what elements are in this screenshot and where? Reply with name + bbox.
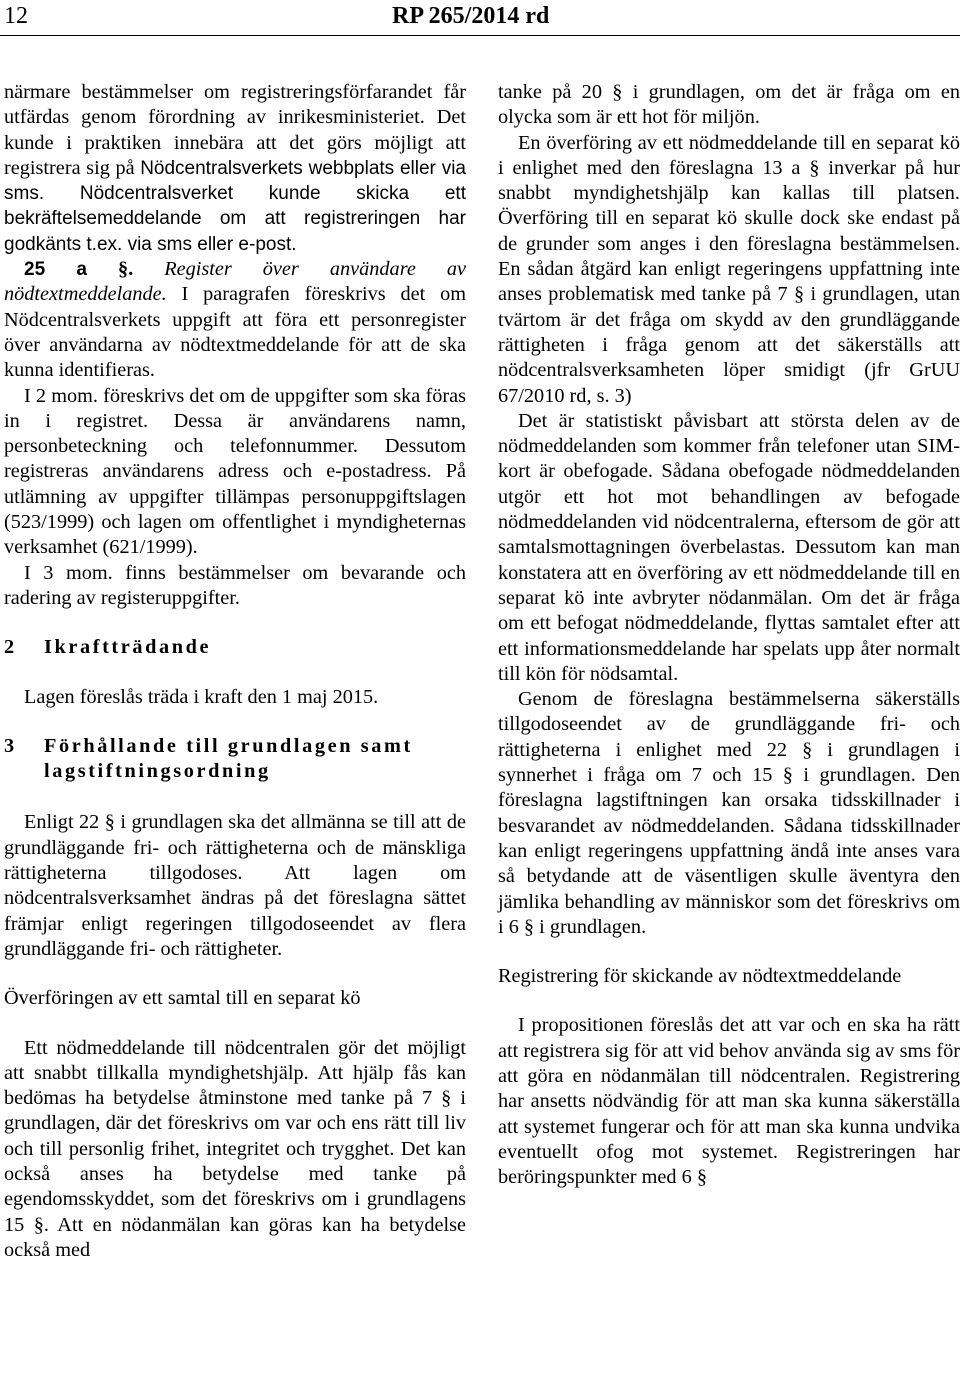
header-rule: [0, 35, 960, 36]
paragraph-text: närmare bestämmelser om registreringsförfarandet får utfärdas genom förordning av inrikesministeriet. Det kunde i praktiken innebära att det görs möjligt att registrera sig på: [4, 81, 466, 179]
paragraph-section-25a: [4, 257, 466, 383]
subheading-separate-queue: Överföringen av ett samtal till en separat kö: [4, 987, 361, 1010]
paragraph-statistics: Det är statistiskt påvisbart att största delen av de nödmeddelanden som kommer från telefoner utan SIM-kort är obefogade. Sådana obefogade nödmeddelanden utgör ett hot mot behandlingen av befogade nödmeddelanden vid nödcentralerna, eftersom de gör att samtalsmottagningen överbelastas. Dessutom kan man konstatera att en överföring av ett nödmeddelande till en separat kö inte avbryter nödanmälan. Om det är fråga om ett befogat nödmeddelande, flyttas samtalet efter att ett informationsmeddelande har spelats upp åter normalt till kön för nödsamtal.: [498, 409, 960, 685]
heading-ikrafttradande: [4, 635, 466, 660]
paragraph-provisions: Genom de föreslagna bestämmelserna säkerställs tillgodoseendet av de grundläggande fri- och rättigheterna i enlighet med 22 § i grundlagen i synnerhet i fråga om 7 och 15 § i grundlagen. Den föreslagna lagstiftningen kan orsaka tidsskillnader i besvarandet av nödmeddelanden. Sådana tidsskillnader kan enligt regeringens uppfattning ändå inte anses vara så betydande att de väsentligen skulle äventyra den jämlika behandling av människor som det föreskrivs om i 6 § i grundlagen.: [498, 688, 960, 938]
paragraph-proposition: I propositionen föreslås det att var och en ska ha rätt att registrera sig för att vid behov använda sig av sms för att göra en nödanmälan till nödcentralen. Registrering har ansetts nödvändig för att man ska kunna säkerställa att systemet fungerar och för att man ska kunna undvika eventuellt ofog mot systemet. Registreringen har beröringspunkter med 6 §: [498, 1014, 960, 1189]
paragraph-mom-3: I 3 mom. finns bestämmelser om bevarande och radering av registeruppgifter.: [4, 561, 466, 609]
heading-number: 2: [4, 636, 15, 659]
page-header: [0, 0, 960, 36]
section-symbol: §.: [117, 258, 134, 281]
paragraph-22-section: Enligt 22 § i grundlagen ska det allmänna se till att de grundläggande fri- och rättigheterna och de mänskliga rättigheterna tillgodoses. Att lagen om nödcentralsverksamhet ändras på det föreslagna sättet främjar enligt regeringen tillgodoseendet av flera grundläggande fri- och rättigheter.: [4, 811, 466, 960]
heading-text: Ikraftträdande: [44, 636, 212, 659]
paragraph-effective-date: Lagen föreslås träda i kraft den 1 maj 2015.: [24, 685, 379, 708]
right-column: [498, 80, 960, 1190]
paragraph-continuation: tanke på 20 § i grundlagen, om det är fråga om en olycka som är ett hot för miljön.: [498, 81, 960, 129]
paragraph-text-sans: Nödcentralsverkets webbplats eller via sms. Nödcentralsverket kunde skicka ett bekräftelsemeddelande om att registreringen har godkänts t.ex. via sms eller e-post.: [4, 157, 466, 255]
subheading-registration: Registrering för skickande av nödtextmeddelande: [498, 965, 902, 988]
paragraph-text: I paragrafen föreskrivs det om Nödcentralsverkets uppgift att föra ett personregister över användarna av nödtextmeddelande för att de ska kunna identifieras.: [4, 283, 466, 382]
paragraph-registration-procedure: [4, 80, 466, 257]
page-number: 12: [4, 3, 28, 29]
paragraph-emergency-message: Ett nödmeddelande till nödcentralen gör det möjligt att snabbt tillkalla myndighetshjälp. Att hjälp fås kan bedömas ha betydelse åtminstone med tanke på 7 § i grundlagen, där det föreskrivs om var och ens rätt till liv och till personlig frihet, integritet och trygghet. Det kan också anses ha betydelse med tanke på egendomsskyddet, som det föreskrivs om i grundlagens 15 §. Att en nödanmälan kan göras kan ha betydelse också med: [4, 1036, 466, 1261]
section-number: 25 a: [24, 259, 87, 281]
paragraph-mom-2: I 2 mom. föreskrivs det om de uppgifter som ska föras in i registret. Dessa är användarens namn, personbeteckning och telefonnummer. Dessutom registreras användarens adress och e-postadress. På utlämning av uppgifter tillämpas personuppgiftslagen (523/1999) och lagen om offentlighet i myndigheternas verksamhet (621/1999).: [4, 384, 466, 559]
section-title: Register över användare av nödtextmeddelande.: [4, 258, 466, 306]
paragraph-transfer-queue: En överföring av ett nödmeddelande till en separat kö i enlighet med den föreslagna 13 a § inverkar på hur snabbt myndighetshjälp kan kallas till platsen. Överföring till en separat kö skulle dock ske endast på de grunder som anges i den föreslagna bestämmelsen. En sådan åtgärd kan enligt regeringens uppfattning inte anses problematisk med tanke på 7 § i grundlagen, utan tvärtom är det fråga om skydd av den grundläggande rättigheten i fråga genom att det säkerställs att nödcentralsverksamheten löper smidigt (jfr GrUU 67/2010 rd, s. 3): [498, 131, 960, 407]
heading-number: 3: [4, 734, 15, 757]
heading-text: Förhållande till grundlagen samt lagstiftningsordning: [44, 734, 413, 783]
left-column: [4, 80, 466, 1263]
heading-grundlagen: [4, 734, 466, 785]
document-reference: RP 265/2014 rd: [392, 3, 550, 29]
